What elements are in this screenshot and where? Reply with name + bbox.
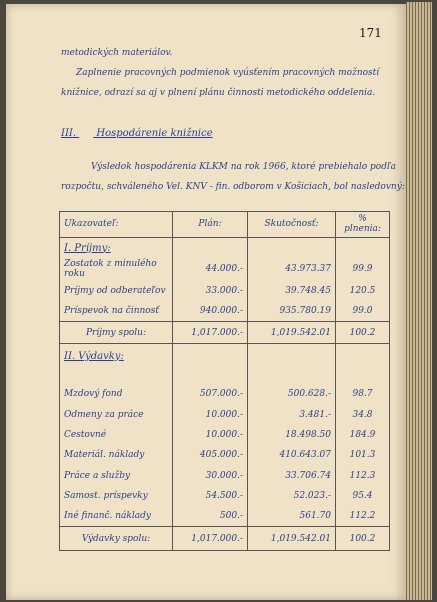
table-row — [60, 506, 390, 527]
row-percent: 99.9 — [336, 258, 390, 281]
row-percent: 99.0 — [336, 301, 390, 322]
row-actual: 410.643.07 — [248, 445, 336, 465]
row-label: Iné finanč. náklady — [60, 506, 173, 527]
row-plan: 54.500.- — [173, 486, 248, 506]
table-row — [60, 384, 390, 404]
row-label: Zostatok z minulého roku — [60, 258, 173, 281]
header-actual: Skutočnosť: — [248, 212, 336, 238]
header-indicator: Ukazovateľ: — [60, 212, 173, 238]
row-plan: 33.000.- — [173, 281, 248, 301]
row-label: Samost. príspevky — [60, 486, 173, 506]
row-plan: 405.000.- — [173, 445, 248, 465]
row-percent: 98.7 — [336, 384, 390, 404]
section-title: Hospodárenie knižnice — [96, 128, 213, 139]
row-plan: 1,017.000.- — [173, 527, 248, 551]
income-total-row — [60, 322, 390, 343]
row-actual: 33.706.74 — [248, 465, 336, 485]
row-actual: 561.70 — [248, 506, 336, 527]
row-plan: 507.000.- — [173, 384, 248, 404]
row-percent: 112.3 — [336, 465, 390, 485]
table-row — [60, 405, 390, 425]
budget-table — [59, 211, 390, 551]
row-label: Práce a služby — [60, 465, 173, 485]
row-actual: 3.481.- — [248, 405, 336, 425]
section-row-expenses — [60, 343, 390, 368]
header-plan: Plán: — [173, 212, 248, 238]
table-row — [60, 445, 390, 465]
row-percent: 101.3 — [336, 445, 390, 465]
row-actual: 500.628.- — [248, 384, 336, 404]
table-row — [60, 465, 390, 485]
row-actual: 39.748.45 — [248, 281, 336, 301]
row-plan: 10.000.- — [173, 425, 248, 445]
text-line-1: metodických materiálov. — [61, 48, 173, 58]
row-actual: 935.780.19 — [248, 301, 336, 322]
section-number: III. — [61, 128, 77, 139]
row-actual: 18.498.50 — [248, 425, 336, 445]
table-row — [60, 258, 390, 281]
text-line-3: knižnice, odrazí sa aj v plnení plánu činnosti metodického oddelenia. — [61, 88, 376, 98]
row-percent: 95.4 — [336, 486, 390, 506]
row-percent: 100.2 — [336, 527, 390, 551]
table-row — [60, 281, 390, 301]
text-line-2: Zaplnenie pracovných podmienok vyúsťením pracovných možností — [76, 68, 380, 78]
row-actual: 43.973.37 — [248, 258, 336, 281]
section-row-income — [60, 237, 390, 258]
table-row — [60, 486, 390, 506]
header-percent: % plnenia: — [336, 212, 390, 238]
spacer-row — [60, 369, 390, 385]
document-page — [6, 4, 406, 600]
row-percent: 100.2 — [336, 322, 390, 343]
row-label: Cestovné — [60, 425, 173, 445]
row-label: Príjmy spolu: — [60, 322, 173, 343]
row-percent: 120.5 — [336, 281, 390, 301]
row-actual: 52.023.- — [248, 486, 336, 506]
row-plan: 10.000.- — [173, 405, 248, 425]
row-label: Výdavky spolu: — [60, 527, 173, 551]
row-plan: 500.- — [173, 506, 248, 527]
row-plan: 1,017.000.- — [173, 322, 248, 343]
row-label: Odmeny za práce — [60, 405, 173, 425]
income-heading: I. Príjmy: — [60, 237, 173, 258]
text-line-4: Výsledok hospodárenia KLKM na rok 1966, ktoré prebiehalo podľa — [91, 162, 396, 172]
text-line-5: rozpočtu, schváleného Vel. KNV - fin. odborom v Košiciach, bol nasledovný: — [61, 182, 405, 192]
page-number: 171 — [359, 26, 382, 40]
row-label: Príjmy od odberateľov — [60, 281, 173, 301]
row-plan: 44.000.- — [173, 258, 248, 281]
section-heading — [61, 128, 213, 139]
table-header-row — [60, 212, 390, 238]
row-label: Mzdový fond — [60, 384, 173, 404]
row-plan: 940.000.- — [173, 301, 248, 322]
table-row — [60, 425, 390, 445]
row-percent: 184.9 — [336, 425, 390, 445]
row-label: Príspevok na činnosť — [60, 301, 173, 322]
row-percent: 34.8 — [336, 405, 390, 425]
row-plan: 30.000.- — [173, 465, 248, 485]
expenses-heading: II. Výdavky: — [60, 343, 173, 368]
row-actual: 1,019.542.01 — [248, 322, 336, 343]
expenses-total-row — [60, 527, 390, 551]
table-row — [60, 301, 390, 322]
row-label: Materiál. náklady — [60, 445, 173, 465]
book-page-edges — [406, 2, 432, 600]
row-actual: 1,019.542.01 — [248, 527, 336, 551]
row-percent: 112.2 — [336, 506, 390, 527]
